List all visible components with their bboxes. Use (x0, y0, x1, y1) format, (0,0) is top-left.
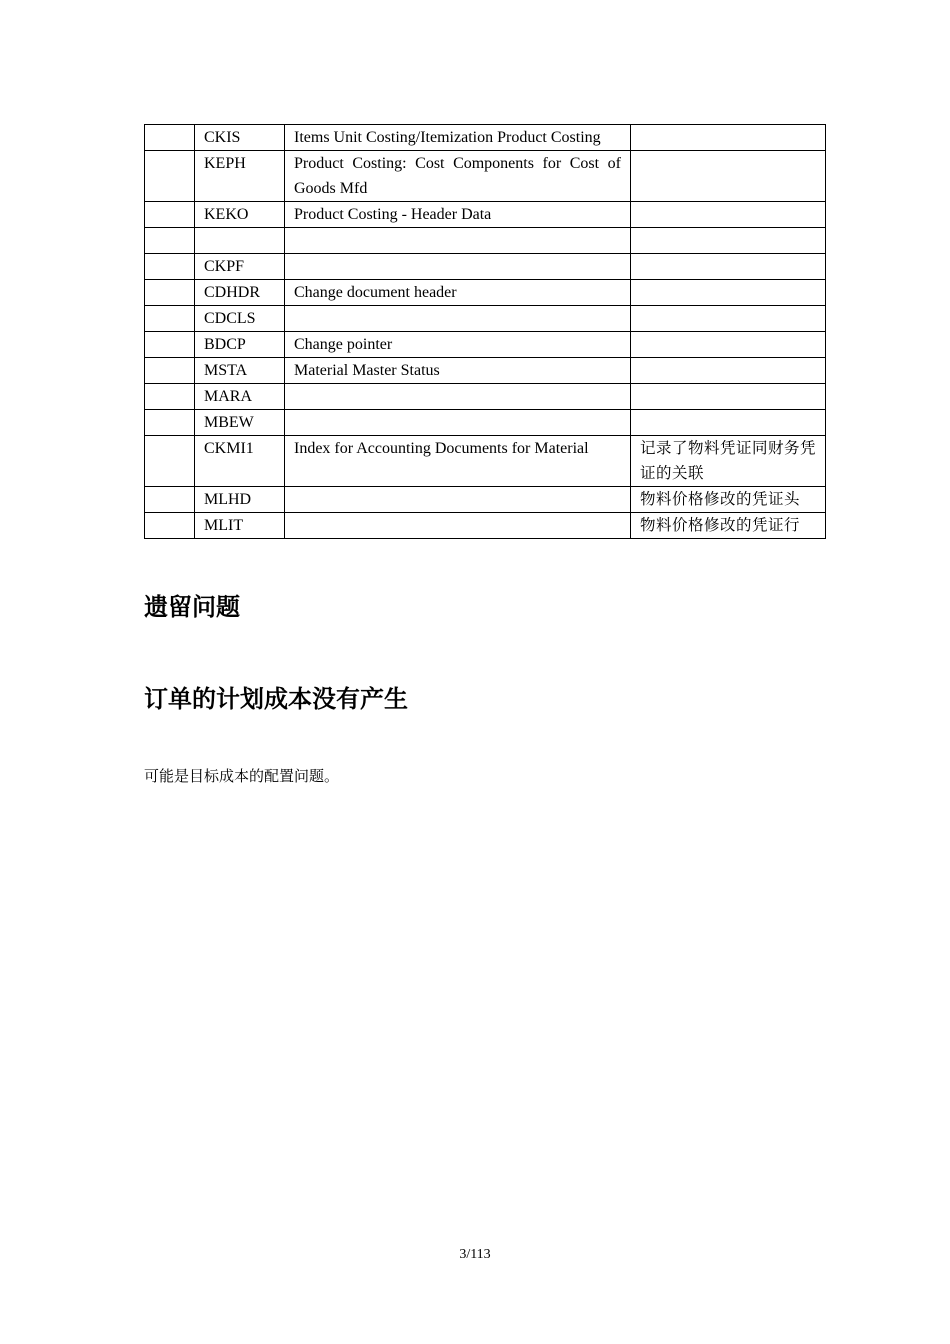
table-description-cell (285, 384, 631, 410)
table-row (145, 513, 826, 539)
table-description-cell: Product Costing: Cost Components for Cost of Goods Mfd (285, 151, 631, 202)
table-description-cell (285, 513, 631, 539)
row-index-cell (145, 332, 195, 358)
table-row (145, 254, 826, 280)
page-number: 3/113 (459, 1247, 491, 1262)
section-heading-planned-cost: 订单的计划成本没有产生 (144, 685, 408, 713)
table-code-cell (195, 228, 285, 254)
table-description-cell: Change document header (285, 280, 631, 306)
table-description-cell: Change pointer (285, 332, 631, 358)
row-index-cell (145, 254, 195, 280)
row-index-cell (145, 280, 195, 306)
table-row (145, 306, 826, 332)
table-code-cell: MLIT (195, 513, 285, 539)
row-index-cell (145, 228, 195, 254)
table-description-cell: Material Master Status (285, 358, 631, 384)
table-row (145, 410, 826, 436)
table-note-cell (631, 125, 826, 151)
row-index-cell (145, 358, 195, 384)
table-row (145, 487, 826, 513)
table-code-cell: CDHDR (195, 280, 285, 306)
table-note-cell (631, 280, 826, 306)
row-index-cell (145, 306, 195, 332)
table-code-cell: CKIS (195, 125, 285, 151)
table-code-cell: MSTA (195, 358, 285, 384)
table-row (145, 202, 826, 228)
table-description-cell: Items Unit Costing/Itemization Product Costing (285, 125, 631, 151)
table-row (145, 436, 826, 487)
table-code-cell: KEKO (195, 202, 285, 228)
table-description-cell: Product Costing - Header Data (285, 202, 631, 228)
table-row (145, 228, 826, 254)
table-row (145, 332, 826, 358)
table-row (145, 384, 826, 410)
table-note-cell (631, 306, 826, 332)
table-description-cell (285, 306, 631, 332)
row-index-cell (145, 384, 195, 410)
row-index-cell (145, 410, 195, 436)
sap-table-list (144, 124, 826, 539)
table-code-cell: KEPH (195, 151, 285, 202)
table-note-cell (631, 358, 826, 384)
table-body (145, 125, 826, 539)
table-code-cell: BDCP (195, 332, 285, 358)
table-note-cell (631, 332, 826, 358)
table-note-cell (631, 254, 826, 280)
table-description-cell (285, 410, 631, 436)
table-note-cell (631, 228, 826, 254)
table-description-cell (285, 228, 631, 254)
row-index-cell (145, 487, 195, 513)
section-heading-remaining-issues: 遗留问题 (144, 593, 240, 621)
row-index-cell (145, 202, 195, 228)
table-note-cell (631, 151, 826, 202)
table-note-cell: 物料价格修改的凭证头 (631, 487, 826, 513)
row-index-cell (145, 513, 195, 539)
table-note-cell (631, 202, 826, 228)
table-row (145, 358, 826, 384)
table-description-cell (285, 487, 631, 513)
row-index-cell (145, 125, 195, 151)
table-row (145, 125, 826, 151)
table-code-cell: MBEW (195, 410, 285, 436)
body-paragraph: 可能是目标成本的配置问题。 (144, 767, 340, 785)
table-note-cell (631, 384, 826, 410)
table-code-cell: CKMI1 (195, 436, 285, 487)
table-note-cell: 记录了物料凭证同财务凭证的关联 (631, 436, 826, 487)
table-code-cell: CDCLS (195, 306, 285, 332)
table-code-cell: CKPF (195, 254, 285, 280)
table-row (145, 151, 826, 202)
table-description-cell: Index for Accounting Documents for Material (285, 436, 631, 487)
table-row (145, 280, 826, 306)
table-code-cell: MLHD (195, 487, 285, 513)
table-code-cell: MARA (195, 384, 285, 410)
row-index-cell (145, 436, 195, 487)
table-note-cell (631, 410, 826, 436)
table-description-cell (285, 254, 631, 280)
row-index-cell (145, 151, 195, 202)
table-note-cell: 物料价格修改的凭证行 (631, 513, 826, 539)
